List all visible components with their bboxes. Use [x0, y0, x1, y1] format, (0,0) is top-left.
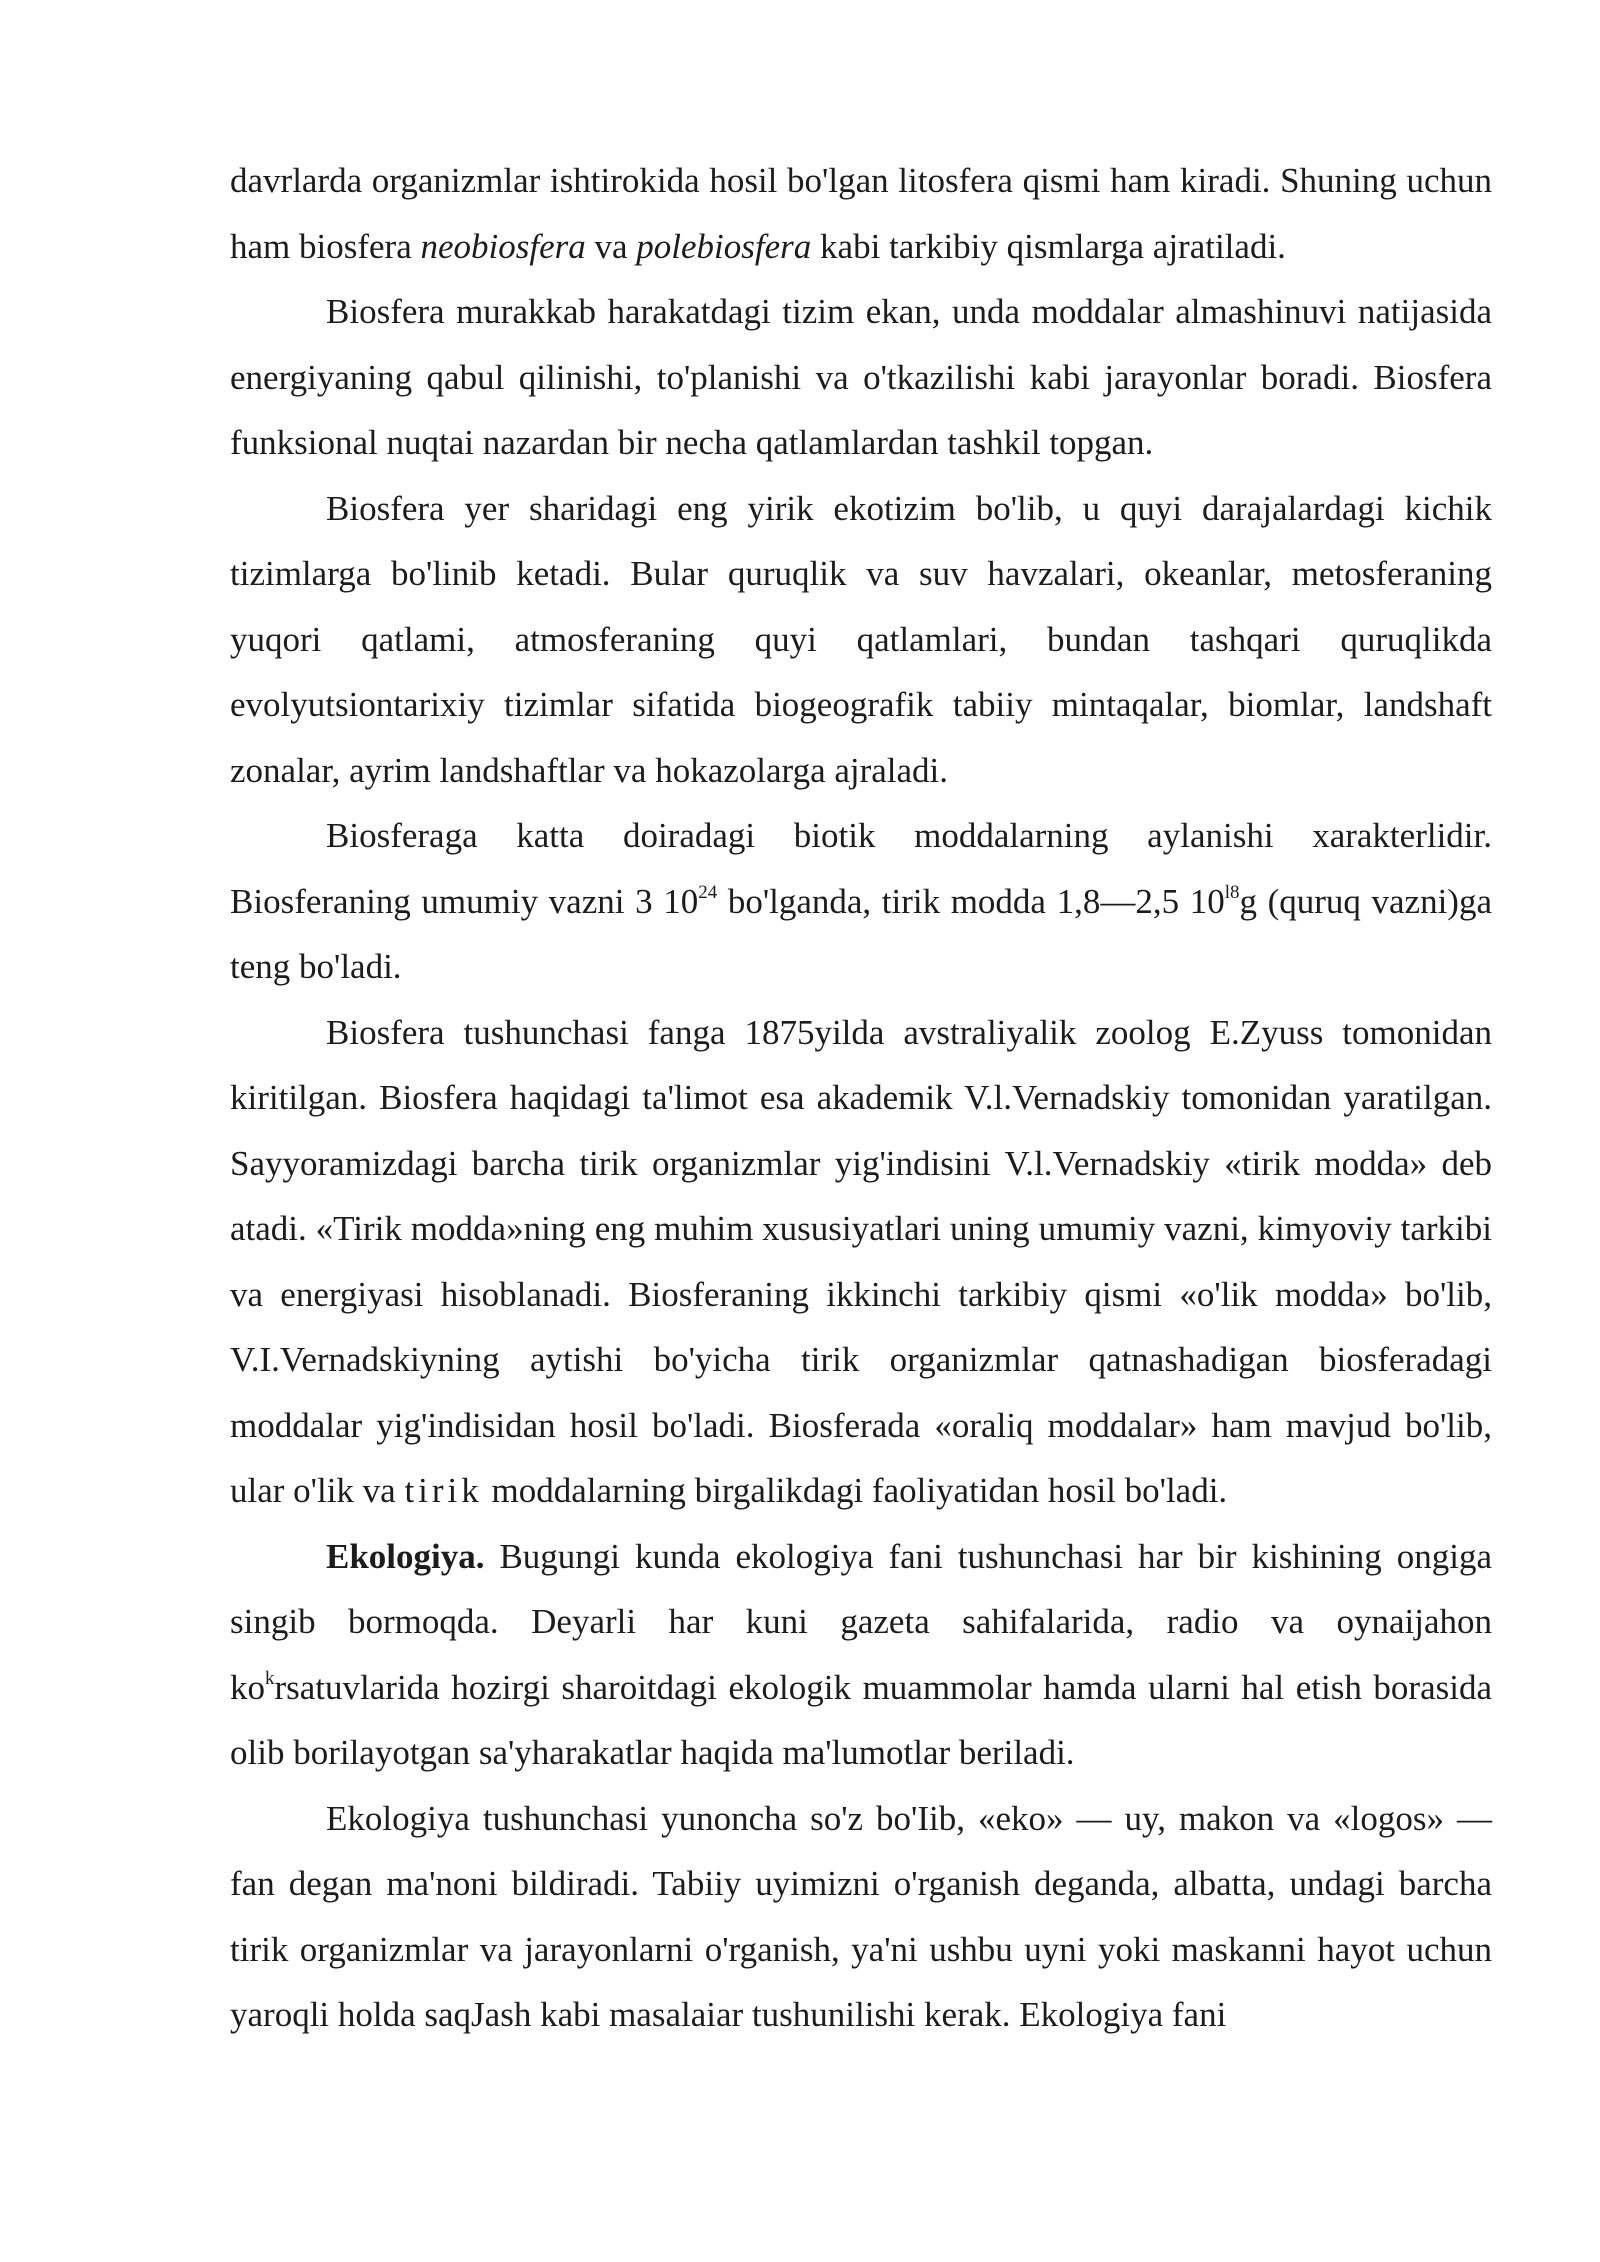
text-run: davrlarda organizmlar ishtirokida hosil bo'lgan litosfera qismi ham kiradi. Shuning uchun ham biosfera	[230, 161, 1492, 266]
paragraph-7: Ekologiya tushunchasi yunoncha so'z bo'Iib, «eko» — uy, makon va «logos» — fan degan ma'noni bildiradi. Tabiiy uyimizni o'rganish deganda, albatta, undagi barcha tirik organizmlar va jarayonlarni o'rganish, ya'ni ushbu uyni yoki maskanni hayot uchun yaroqli holda saqJash kabi masalaiar tushunilishi kerak. Ekologiya fani	[230, 1798, 1492, 2034]
text-run: g (quruq vazni)ga teng bo'ladi.	[230, 881, 1492, 986]
paragraph-5	[230, 1000, 1492, 1524]
paragraph-3: Biosfera yer sharidagi eng yirik ekotizim bo'lib, u quyi darajalardagi kichik tizimlarga bo'linib ketadi. Bular quruqlik va suv havzalari, okeanlar, metosferaning yuqori qatlami, atmosferaning quyi qatlamlari, bundan tashqari quruqlikda evolyutsiontarixiy tizimlar sifatida biogeografik tabiiy mintaqalar, biomlar, landshaft zonalar, ayrim landshaftlar va hokazolarga ajraladi.	[230, 488, 1492, 790]
superscript-char: k	[265, 1667, 275, 1689]
text-run: Bugungi kunda ekologiya fani tushunchasi har bir kishining ongiga singib bormoqda. Deyarli har kuni gazeta sahifalarida, radio va oynaijahon ko	[230, 1536, 1492, 1707]
text-run: Biosfera tushunchasi fanga 1875yilda avstraliyalik zoolog E.Zyuss tomonidan kiritilgan. Biosfera haqidagi ta'limot esa akademik V.l.Vernadskiy tomonidan yaratilgan. Sayyoramizdagi barcha tirik organizmlar yig'indisini V.l.Vernadskiy «tirik modda» deb atadi. «Tirik modda»ning eng muhim xususiyatlari uning umumiy vazni, kimyoviy tarkibi va energiyasi hisoblanadi. Biosferaning ikkinchi tarkibiy qismi «o'lik modda» bo'lib, V.I.Vernadskiyning aytishi bo'yicha tirik organizmlar qatnashadigan biosferadagi moddalar yig'indisidan hosil bo'ladi. Biosferada «oraliq moddalar» ham mavjud bo'lib, ular o'lik va	[230, 1012, 1492, 1510]
text-run: va	[585, 226, 637, 266]
term-polebiosfera: polebiosfera	[636, 226, 812, 266]
text-run: moddalarning birgalikdagi faoliyatidan hosil bo'ladi.	[482, 1471, 1228, 1510]
body-text	[230, 148, 1492, 2048]
section-heading-ekologiya: Ekologiya.	[326, 1536, 485, 1576]
paragraph-2: Biosfera murakkab harakatdagi tizim ekan, unda moddalar almashinuvi natijasida energiyaning qabul qilinishi, to'planishi va o'tkazilishi kabi jarayonlar boradi. Biosfera funksional nuqtai nazardan bir necha qatlamlardan tashkil topgan.	[230, 292, 1492, 462]
superscript-exponent: 24	[698, 881, 718, 903]
paragraph-4	[230, 803, 1492, 1000]
text-run: bo'lganda, tirik modda 1,8—2,5 10	[717, 881, 1225, 921]
spaced-word: tirik	[404, 1471, 483, 1510]
text-run: Biosferaga katta doiradagi biotik moddalarning aylanishi xarakterlidir. Biosferaning umumiy vazni 3 10	[230, 816, 1492, 921]
text-run: kabi tarkibiy qismlarga ajratiladi.	[811, 226, 1286, 266]
term-neobiosfera: neobiosfera	[420, 226, 586, 266]
paragraph-1	[230, 148, 1492, 279]
paragraph-6	[230, 1524, 1492, 1786]
text-run: rsatuvlarida hozirgi sharoitdagi ekologik muammolar hamda ularni hal etish borasida olib borilayotgan sa'yharakatlar haqida ma'lumotlar beriladi.	[230, 1667, 1492, 1772]
superscript-exponent: l8	[1224, 881, 1240, 903]
